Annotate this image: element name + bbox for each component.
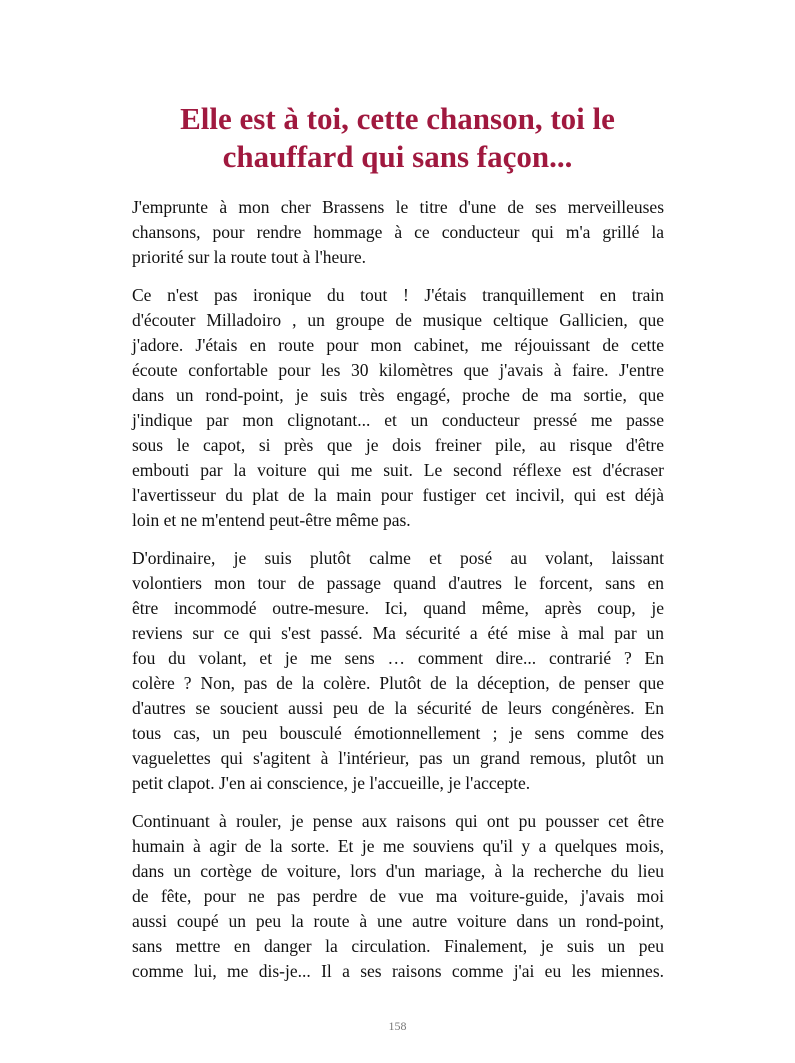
text-line: être incommodé outre-mesure. Ici, quand même, après coup, je [132,598,664,618]
text-line: humain à agir de la sorte. Et je me souviens qu'il y a quelques mois, [132,836,664,856]
text-line: de fête, pour ne pas perdre de vue ma voiture-guide, j'avais moi [132,886,664,906]
paragraph [132,809,664,984]
text-line: embouti par la voiture qui me suit. Le second réflexe est d'écraser [132,460,664,480]
chapter-title [100,100,695,176]
text-line: chansons, pour rendre hommage à ce conducteur qui m'a grillé la [132,222,664,242]
text-line: reviens sur ce qui s'est passé. Ma sécurité a été mise à mal par un [132,623,664,643]
text-line: petit clapot. J'en ai conscience, je l'accueille, je l'accepte. [132,773,531,793]
text-line: l'avertisseur du plat de la main pour fustiger cet incivil, qui est déjà [132,485,664,505]
text-line: d'écouter Milladoiro , un groupe de musique celtique Gallicien, que [132,310,664,330]
title-line: chauffard qui sans façon... [222,139,573,174]
paragraph [132,546,664,796]
text-line: colère ? Non, pas de la colère. Plutôt de la déception, de penser que [132,673,664,693]
text-line: vaguelettes qui s'agitent à l'intérieur, pas un grand remous, plutôt un [132,748,664,768]
text-line: sous le capot, si près que je dois freiner pile, au risque d'être [132,435,664,455]
text-line: priorité sur la route tout à l'heure. [132,247,366,267]
text-line: J'emprunte à mon cher Brassens le titre d'une de ses merveilleuses [132,197,664,217]
text-line: dans un rond-point, je suis très engagé, proche de ma sortie, que [132,385,664,405]
text-line: aussi coupé un peu la route à une autre voiture dans un rond-point, [132,911,664,931]
text-line: d'autres se soucient aussi peu de la sécurité de leurs congénères. En [132,698,664,718]
text-line: Ce n'est pas ironique du tout ! J'étais tranquillement en train [132,285,664,305]
text-line: tous cas, un peu bousculé émotionnellement ; je sens comme des [132,723,664,743]
body-text [132,195,664,997]
text-line: loin et ne m'entend peut-être même pas. [132,510,411,530]
paragraph [132,195,664,270]
text-line: écoute confortable pour les 30 kilomètres que j'avais à faire. J'entre [132,360,664,380]
text-line: D'ordinaire, je suis plutôt calme et posé au volant, laissant [132,548,664,568]
text-line: comme lui, me dis-je... Il a ses raisons comme j'ai eu les miennes. [132,961,664,981]
text-line: sans mettre en danger la circulation. Finalement, je suis un peu [132,936,664,956]
page-number: 158 [388,1019,407,1033]
text-line: j'adore. J'étais en route pour mon cabinet, me réjouissant de cette [132,335,664,355]
text-line: Continuant à rouler, je pense aux raisons qui ont pu pousser cet être [132,811,664,831]
text-line: volontiers mon tour de passage quand d'autres le forcent, sans en [132,573,664,593]
text-line: fou du volant, et je me sens … comment dire... contrarié ? En [132,648,664,668]
title-line: Elle est à toi, cette chanson, toi le [180,101,615,136]
text-line: dans un cortège de voiture, lors d'un mariage, à la recherche du lieu [132,861,664,881]
paragraph [132,283,664,533]
text-line: j'indique par mon clignotant... et un conducteur pressé me passe [132,410,664,430]
